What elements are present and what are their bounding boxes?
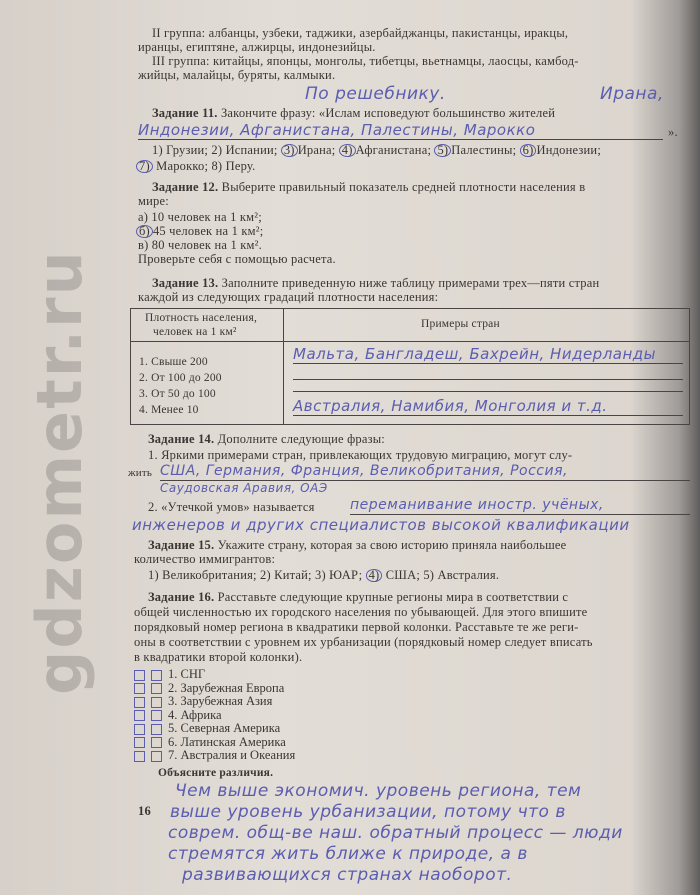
- task16-label: Задание 16.: [148, 590, 215, 604]
- region-label: 5. Северная Америка: [168, 721, 281, 735]
- rank-box[interactable]: [134, 751, 145, 762]
- column-header: Примеры стран: [421, 318, 500, 330]
- intro-line: жийцы, малайцы, буряты, калмыки.: [138, 68, 336, 82]
- option: США; 5) Австралия.: [385, 568, 500, 582]
- option: а) 10 человек на 1 км²;: [138, 210, 262, 224]
- rank-box[interactable]: [134, 724, 145, 735]
- rank-box[interactable]: [151, 724, 162, 735]
- circled-option: 4): [366, 569, 383, 582]
- option: Индонезии;: [536, 143, 601, 157]
- quote-end: ».: [668, 125, 678, 139]
- option: 1) Грузии; 2) Испании;: [152, 143, 278, 157]
- task13-text: Заполните приведенную ниже таблицу примерами трех—пяти стран: [221, 276, 600, 290]
- task14-question: жить: [128, 467, 153, 479]
- circled-option: 7): [136, 160, 153, 173]
- rank-box[interactable]: [151, 710, 162, 721]
- region-item: [134, 695, 295, 709]
- task14-question: 1. Яркими примерами стран, привлекающих трудовую миграцию, могут слу-: [148, 448, 573, 462]
- circled-option: 4): [339, 144, 356, 157]
- handwritten-note: По решебнику.: [305, 84, 446, 104]
- circled-option: 3): [281, 144, 298, 157]
- handwritten-answer: Чем выше экономич. уровень региона, тем: [175, 781, 582, 801]
- task13-text: каждой из следующих градаций плотности населения:: [138, 290, 439, 304]
- region-label: 4. Африка: [168, 707, 222, 722]
- task12-text: мире:: [138, 194, 169, 208]
- region-item: [134, 722, 295, 736]
- task12-text: Выберите правильный показатель средней плотности населения в: [221, 180, 586, 194]
- task16-text: общей численностью их городского населения по убывающей. Для этого впишите: [134, 605, 588, 619]
- rank-box[interactable]: [134, 683, 145, 694]
- region-label: 2. Зарубежная Европа: [168, 680, 285, 695]
- region-item: [134, 709, 295, 723]
- region-item: [134, 668, 295, 682]
- table-row: 1. Свыше 200: [139, 356, 208, 368]
- handwritten-answer: развивающихся странах наоборот.: [182, 865, 513, 885]
- task15-label: Задание 15.: [148, 538, 215, 552]
- task15-text: количество иммигрантов:: [134, 552, 276, 566]
- option: 45 человек на 1 км²;: [152, 224, 264, 238]
- task16-text: порядковый номер региона в квадратики первой колонки. Расставьте те же реги-: [134, 620, 579, 634]
- region-item: [134, 736, 295, 750]
- intro-line: III группа: китайцы, японцы, монголы, тибетцы, вьетнамцы, лаосцы, камбод-: [152, 54, 579, 68]
- task14-text: Дополните следующие фразы:: [217, 432, 385, 446]
- rank-box[interactable]: [134, 697, 145, 708]
- region-label: 6. Латинская Америка: [168, 734, 286, 749]
- handwritten-answer: США, Германия, Франция, Великобритания, Россия,: [160, 463, 690, 481]
- task11-answer: Ирана,: [600, 84, 664, 104]
- table-row: 3. От 50 до 100: [139, 388, 216, 400]
- region-label: 7. Австралия и Океания: [168, 748, 296, 762]
- rank-box[interactable]: [134, 670, 145, 681]
- handwritten-answer: Мальта, Бангладеш, Бахрейн, Нидерланды: [293, 345, 683, 364]
- handwritten-answer: соврем. общ-ве наш. обратный процесс — люди: [168, 823, 623, 843]
- rank-box[interactable]: [134, 737, 145, 748]
- region-item: [134, 749, 295, 763]
- task11-answer: Индонезии, Афганистана, Палестины, Марокко: [138, 121, 663, 140]
- table-row: 2. От 100 до 200: [139, 372, 222, 384]
- handwritten-answer: выше уровень урбанизации, потому что в: [170, 802, 566, 822]
- task12-check: Проверьте себя с помощью расчета.: [138, 252, 336, 266]
- task11-text: Закончите фразу: «Ислам исповедуют большинство жителей: [220, 106, 556, 120]
- handwritten-answer: стремятся жить ближе к природе, а в: [168, 844, 528, 864]
- task16-text: в квадратики второй колонки).: [134, 650, 303, 664]
- option: в) 80 человек на 1 км².: [138, 238, 262, 252]
- table-row: 4. Менее 10: [139, 404, 199, 416]
- handwritten-answer: переманивание иностр. учёных,: [350, 497, 690, 515]
- handwritten-answer: Саудовская Аравия, ОАЭ: [160, 481, 328, 495]
- column-header: человек на 1 км²: [153, 326, 237, 338]
- option: Ирана;: [297, 143, 336, 157]
- rank-box[interactable]: [151, 683, 162, 694]
- task16-text: Расставьте следующие крупные регионы мира в соответствии с: [217, 590, 569, 604]
- handwritten-answer: инженеров и других специалистов высокой квалификации: [132, 516, 630, 534]
- task16-text: оны в соответствии с уровнем их урбанизации (порядковый номер следует вписать: [134, 635, 593, 649]
- region-label: 1. СНГ: [168, 667, 206, 681]
- region-item: [134, 682, 295, 696]
- region-label: 3. Зарубежная Азия: [168, 694, 273, 708]
- rank-box[interactable]: [134, 710, 145, 721]
- option: Афганистана;: [355, 143, 432, 157]
- option: 1) Великобритания; 2) Китай; 3) ЮАР;: [148, 568, 363, 582]
- task11-label: Задание 11.: [152, 106, 218, 120]
- rank-box[interactable]: [151, 751, 162, 762]
- intro-line: II группа: албанцы, узбеки, таджики, азербайджанцы, пакистанцы, иракцы,: [152, 26, 569, 40]
- task14-question: 2. «Утечкой умов» называется: [148, 500, 315, 514]
- task13-label: Задание 13.: [152, 276, 219, 290]
- explain-prompt: Объясните различия.: [158, 767, 274, 779]
- circled-option: б): [136, 225, 153, 238]
- rank-box[interactable]: [151, 737, 162, 748]
- rank-box[interactable]: [151, 670, 162, 681]
- handwritten-answer: Австралия, Намибия, Монголия и т.д.: [293, 397, 683, 416]
- option: Палестины;: [451, 143, 517, 157]
- intro-line: иранцы, египтяне, алжирцы, индонезийцы.: [138, 40, 376, 54]
- density-table: [130, 308, 690, 425]
- task14-label: Задание 14.: [148, 432, 215, 446]
- column-header: Плотность населения,: [145, 312, 258, 324]
- task12-label: Задание 12.: [152, 180, 219, 194]
- circled-option: 6): [520, 144, 537, 157]
- watermark: gdzometr.ru: [23, 249, 96, 695]
- task15-text: Укажите страну, которая за свою историю приняла наибольшее: [217, 538, 567, 552]
- page-number: 16: [138, 804, 151, 818]
- circled-option: 5): [434, 144, 451, 157]
- rank-box[interactable]: [151, 697, 162, 708]
- option: Марокко; 8) Перу.: [156, 159, 256, 173]
